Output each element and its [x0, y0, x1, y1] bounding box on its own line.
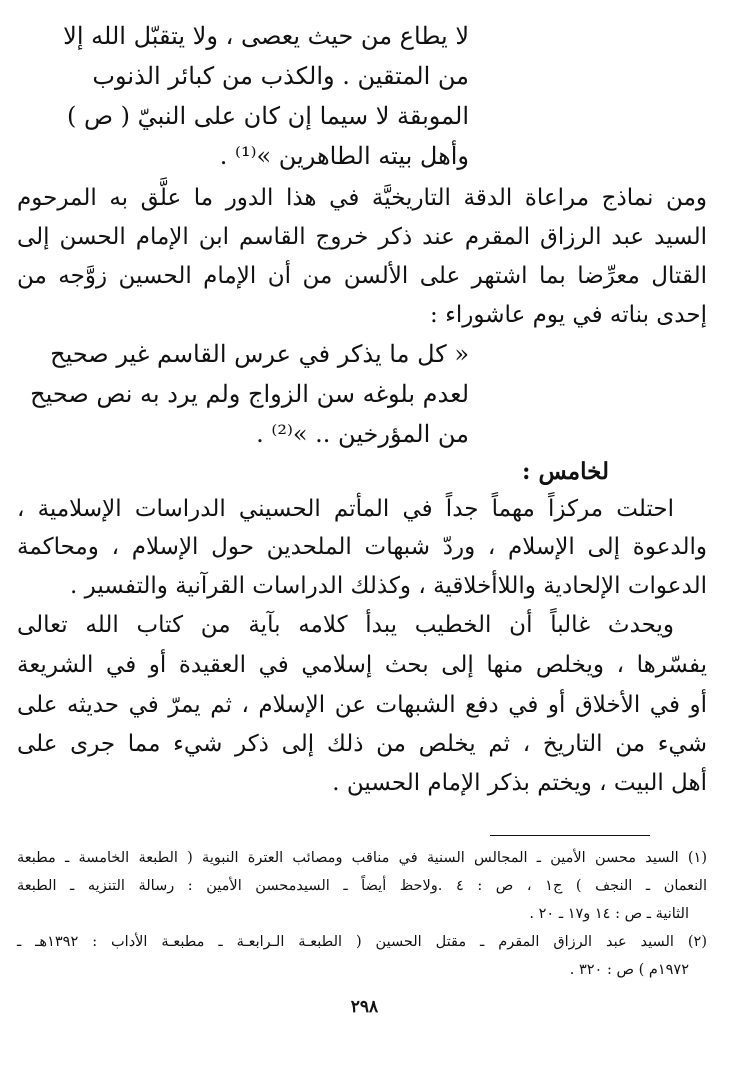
body-line: إحدى بناته في يوم عاشوراء :: [430, 302, 707, 328]
footnote-line: النعمان ـ النجف ) ج١ ، ص : ٤ .ولاحظ أيضاً ـ السيدمحسن الأمين : رسالة التنزيه ـ الطبعة: [17, 878, 707, 894]
body-line: يفسّرها ، ويخلص منها إلى بحث إسلامي في العقيدة أو في الشريعة: [17, 652, 707, 678]
quote-line: « كل ما يذكر في عرس القاسم غير صحيح: [50, 340, 469, 368]
footnote-line: (٢) السيد عبد الرزاق المقرم ـ مقتل الحسين ( الطبعـة الـرابعـة ـ مطبعـة الأداب : ١٣٩٢هـ ـ: [17, 934, 707, 950]
poem-line: من المتقين . والكذب من كبائر الذنوب: [92, 62, 469, 90]
poem-line: وأهل بيته الطاهرين »⁽¹⁾ .: [219, 142, 469, 170]
footnote-line: (١) السيد محسن الأمين ـ المجالس السنية في مناقب ومصائب العترة النبوية ( الطبعة الخامسة ـ مطبعة: [17, 850, 707, 866]
body-line: ويحدث غالباً أن الخطيب يبدأ كلامه بآية من كتاب الله تعالى: [17, 612, 674, 638]
footnote-divider: [490, 835, 650, 836]
footnote-line: الثانية ـ ص : ١٤ و١٧ ـ ٢٠ .: [529, 906, 689, 922]
section-heading: لخامس :: [521, 458, 609, 485]
poem-line: الموبقة لا سيما إن كان على النبيّ ( ص ): [67, 102, 469, 130]
body-line: أهل البيت ، ويختم بذكر الإمام الحسين .: [332, 770, 707, 796]
page-number: ٢٩٨: [350, 997, 379, 1017]
body-line: شيء من التاريخ ، ثم يخلص من ذلك إلى ذكر شيء مما جرى على: [17, 731, 707, 757]
body-line: السيد عبد الرزاق المقرم عند ذكر خروج القاسم ابن الإمام الحسن إلى: [17, 224, 707, 250]
body-line: القتال معرِّضا بما اشتهر على الألسن من أن الإمام الحسين زوَّجه من: [17, 263, 707, 289]
body-line: احتلت مركزاً مهماً جداً في المأتم الحسيني الدراسات الإسلامية ،: [17, 496, 674, 522]
poem-line: لا يطاع من حيث يعصى ، ولا يتقبّل الله إلا: [63, 22, 469, 50]
body-line: الدعوات الإلحادية واللاأخلاقية ، وكذلك الدراسات القرآنية والتفسير .: [70, 573, 707, 599]
quote-line: من المؤرخين .. »⁽²⁾ .: [256, 420, 469, 448]
body-line: والدعوة إلى الإسلام ، وردّ شبهات الملحدين حول الإسلام ، ومحاكمة: [17, 534, 707, 560]
body-line: أو في الأخلاق أو في دفع الشبهات عن الإسلام ، ثم يمرّ في حديثه على: [17, 692, 707, 718]
body-line: ومن نماذج مراعاة الدقة التاريخيَّة في هذا الدور ما علَّق به المرحوم: [17, 185, 707, 211]
footnote-line: ١٩٧٢م ) ص : ٣٢٠ .: [569, 962, 689, 978]
quote-line: لعدم بلوغه سن الزواج ولم يرد به نص صحيح: [30, 380, 469, 408]
